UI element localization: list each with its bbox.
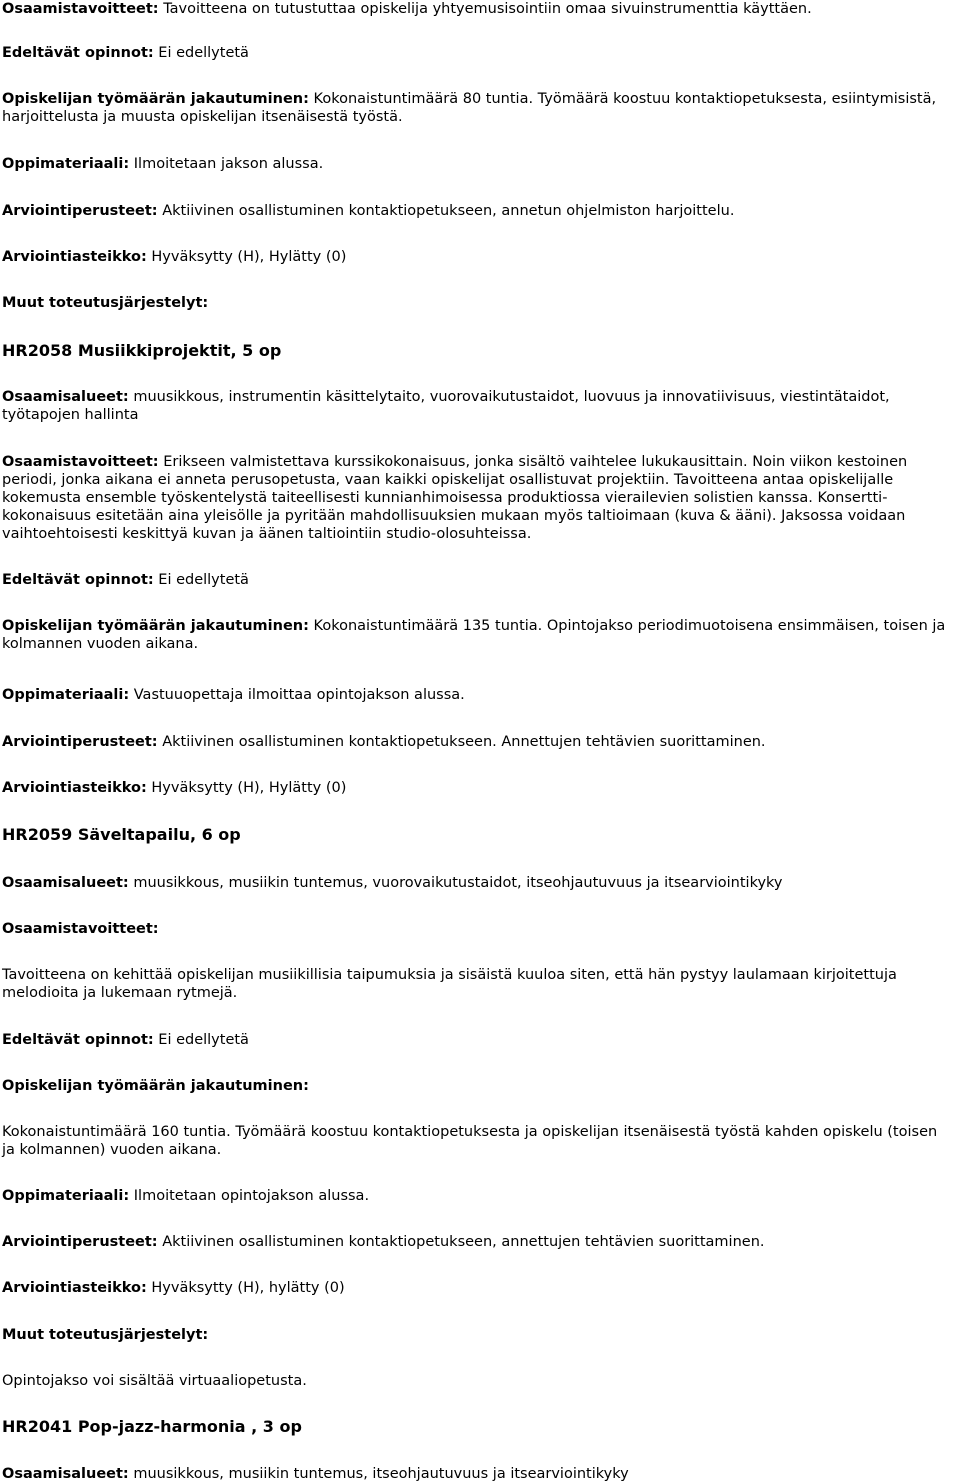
top-material-text: Ilmoitetaan jakson alussa. [133, 156, 324, 172]
course-title-hr2041: HR2041 Pop-jazz-harmonia , 3 op [2, 1417, 302, 1436]
hr2059-other-label: Muut toteutusjärjestelyt: [2, 1327, 209, 1343]
hr2059-material [2, 1187, 954, 1205]
hr2059-criteria [2, 1233, 954, 1251]
hr2059-areas [2, 874, 954, 892]
top-workload [2, 90, 954, 126]
hr2058-workload [2, 617, 954, 653]
hr2059-workload-label: Opiskelijan työmäärän jakautuminen: [2, 1078, 309, 1094]
top-material-label: Oppimateriaali: [2, 156, 130, 172]
hr2058-areas-label: Osaamisalueet: [2, 389, 129, 405]
hr2058-material-text: Vastuuopettaja ilmoittaa opintojakson alussa. [133, 687, 465, 703]
top-prereq-text: Ei edellytetä [158, 45, 249, 61]
hr2058-scale-label: Arviointiasteikko: [2, 780, 147, 796]
hr2059-criteria-text: Aktiivinen osallistuminen kontaktiopetukseen, annettujen tehtävien suorittaminen. [162, 1234, 765, 1250]
hr2059-areas-label: Osaamisalueet: [2, 875, 129, 891]
hr2058-criteria [2, 733, 954, 751]
hr2041-areas [2, 1465, 954, 1483]
top-scale-text: Hyväksytty (H), Hylätty (0) [151, 249, 347, 265]
hr2058-goals-text: Erikseen valmistettava kurssikokonaisuus, jonka sisältö vaihtelee lukukausittain. Noin viikon kestoinen periodi, jonka aikana ei anneta perusopetusta, vaan kaikki opiskelijat osallistuvat projektiin. Tavoitteena antaa opiskelijalle kokemusta ensemble työskentelystä taiteellisesti kunnianhimoisessa produktiossa vierailevien solistien kanssa. Konsertti-kokonaisuus esitetään aina yleisölle ja pyritään mahdollisuuksien mukaan myös taltioimaan (kuva & ääni). Jaksossa voidaan vaihtoehtoisesti keskittyä kuvan ja äänen taltiointiin studio-olosuhteissa. [2, 454, 908, 542]
hr2058-scale [2, 779, 954, 797]
hr2041-areas-text: muusikkous, musiikin tuntemus, itseohjautuvuus ja itsearviointikyky [133, 1466, 629, 1482]
hr2058-goals [2, 453, 954, 543]
top-workload-label: Opiskelijan työmäärän jakautuminen: [2, 91, 309, 107]
hr2058-material [2, 686, 954, 704]
hr2058-criteria-text: Aktiivinen osallistuminen kontaktiopetukseen. Annettujen tehtävien suorittaminen. [162, 734, 766, 750]
hr2059-criteria-label: Arviointiperusteet: [2, 1234, 158, 1250]
hr2059-other-text: Opintojakso voi sisältää virtuaaliopetusta. [2, 1373, 307, 1389]
hr2058-areas-text: muusikkous, instrumentin käsittelytaito, vuorovaikutustaidot, luovuus ja innovatiivisuus, viestintätaidot, työtapojen hallinta [2, 389, 890, 423]
top-criteria [2, 202, 954, 220]
top-prereq-label: Edeltävät opinnot: [2, 45, 154, 61]
hr2058-prereq-text: Ei edellytetä [158, 572, 249, 588]
top-other-label: Muut toteutusjärjestelyt: [2, 295, 209, 311]
hr2059-scale-label: Arviointiasteikko: [2, 1280, 147, 1296]
course-title-hr2059: HR2059 Säveltapailu, 6 op [2, 825, 241, 844]
hr2059-workload-text: Kokonaistuntimäärä 160 tuntia. Työmäärä koostuu kontaktiopetuksesta ja opiskelijan itsenäisestä työstä kahden opiskelu (toisen ja kolmannen) vuoden aikana. [2, 1124, 938, 1158]
hr2059-scale-text: Hyväksytty (H), hylätty (0) [151, 1280, 345, 1296]
top-goals [2, 0, 954, 18]
top-criteria-text: Aktiivinen osallistuminen kontaktiopetukseen, annetun ohjelmiston harjoittelu. [162, 203, 735, 219]
hr2059-material-text: Ilmoitetaan opintojakson alussa. [133, 1188, 370, 1204]
hr2059-prereq-text: Ei edellytetä [158, 1032, 249, 1048]
hr2059-prereq-label: Edeltävät opinnot: [2, 1032, 154, 1048]
hr2058-workload-text: Kokonaistuntimäärä 135 tuntia. Opintojakso periodimuotoisena ensimmäisen, toisen ja kolmannen vuoden aikana. [2, 618, 946, 652]
hr2059-areas-text: muusikkous, musiikin tuntemus, vuorovaikutustaidot, itseohjautuvuus ja itsearviointikyky [133, 875, 783, 891]
hr2058-material-label: Oppimateriaali: [2, 687, 130, 703]
hr2058-scale-text: Hyväksytty (H), Hylätty (0) [151, 780, 347, 796]
top-criteria-label: Arviointiperusteet: [2, 203, 158, 219]
hr2058-workload-label: Opiskelijan työmäärän jakautuminen: [2, 618, 309, 634]
top-scale-label: Arviointiasteikko: [2, 249, 147, 265]
hr2058-prereq-label: Edeltävät opinnot: [2, 572, 154, 588]
hr2059-goals-label: Osaamistavoitteet: [2, 921, 159, 937]
hr2058-goals-label: Osaamistavoitteet: [2, 454, 159, 470]
hr2058-prereq [2, 571, 954, 589]
hr2058-criteria-label: Arviointiperusteet: [2, 734, 158, 750]
top-workload-text: Kokonaistuntimäärä 80 tuntia. Työmäärä koostuu kontaktiopetuksesta, esiintymisistä, harjoittelusta ja muusta opiskelijan itsenäisestä työstä. [2, 91, 937, 125]
hr2058-areas [2, 388, 954, 424]
hr2059-prereq [2, 1031, 954, 1049]
top-scale [2, 248, 954, 266]
top-goals-label: Osaamistavoitteet: [2, 1, 159, 17]
top-goals-text: Tavoitteena on tutustuttaa opiskelija yhtyemusisointiin omaa sivuinstrumenttia käyttäen. [163, 1, 812, 17]
hr2059-material-label: Oppimateriaali: [2, 1188, 130, 1204]
top-material [2, 155, 954, 173]
course-title-hr2058: HR2058 Musiikkiprojektit, 5 op [2, 341, 282, 360]
hr2059-goals-text: Tavoitteena on kehittää opiskelijan musiikillisia taipumuksia ja sisäistä kuuloa siten, että hän pystyy laulamaan kirjoitettuja melodioita ja lukemaan rytmejä. [2, 967, 897, 1001]
top-prereq [2, 44, 954, 62]
hr2041-areas-label: Osaamisalueet: [2, 1466, 129, 1482]
hr2059-scale [2, 1279, 954, 1297]
